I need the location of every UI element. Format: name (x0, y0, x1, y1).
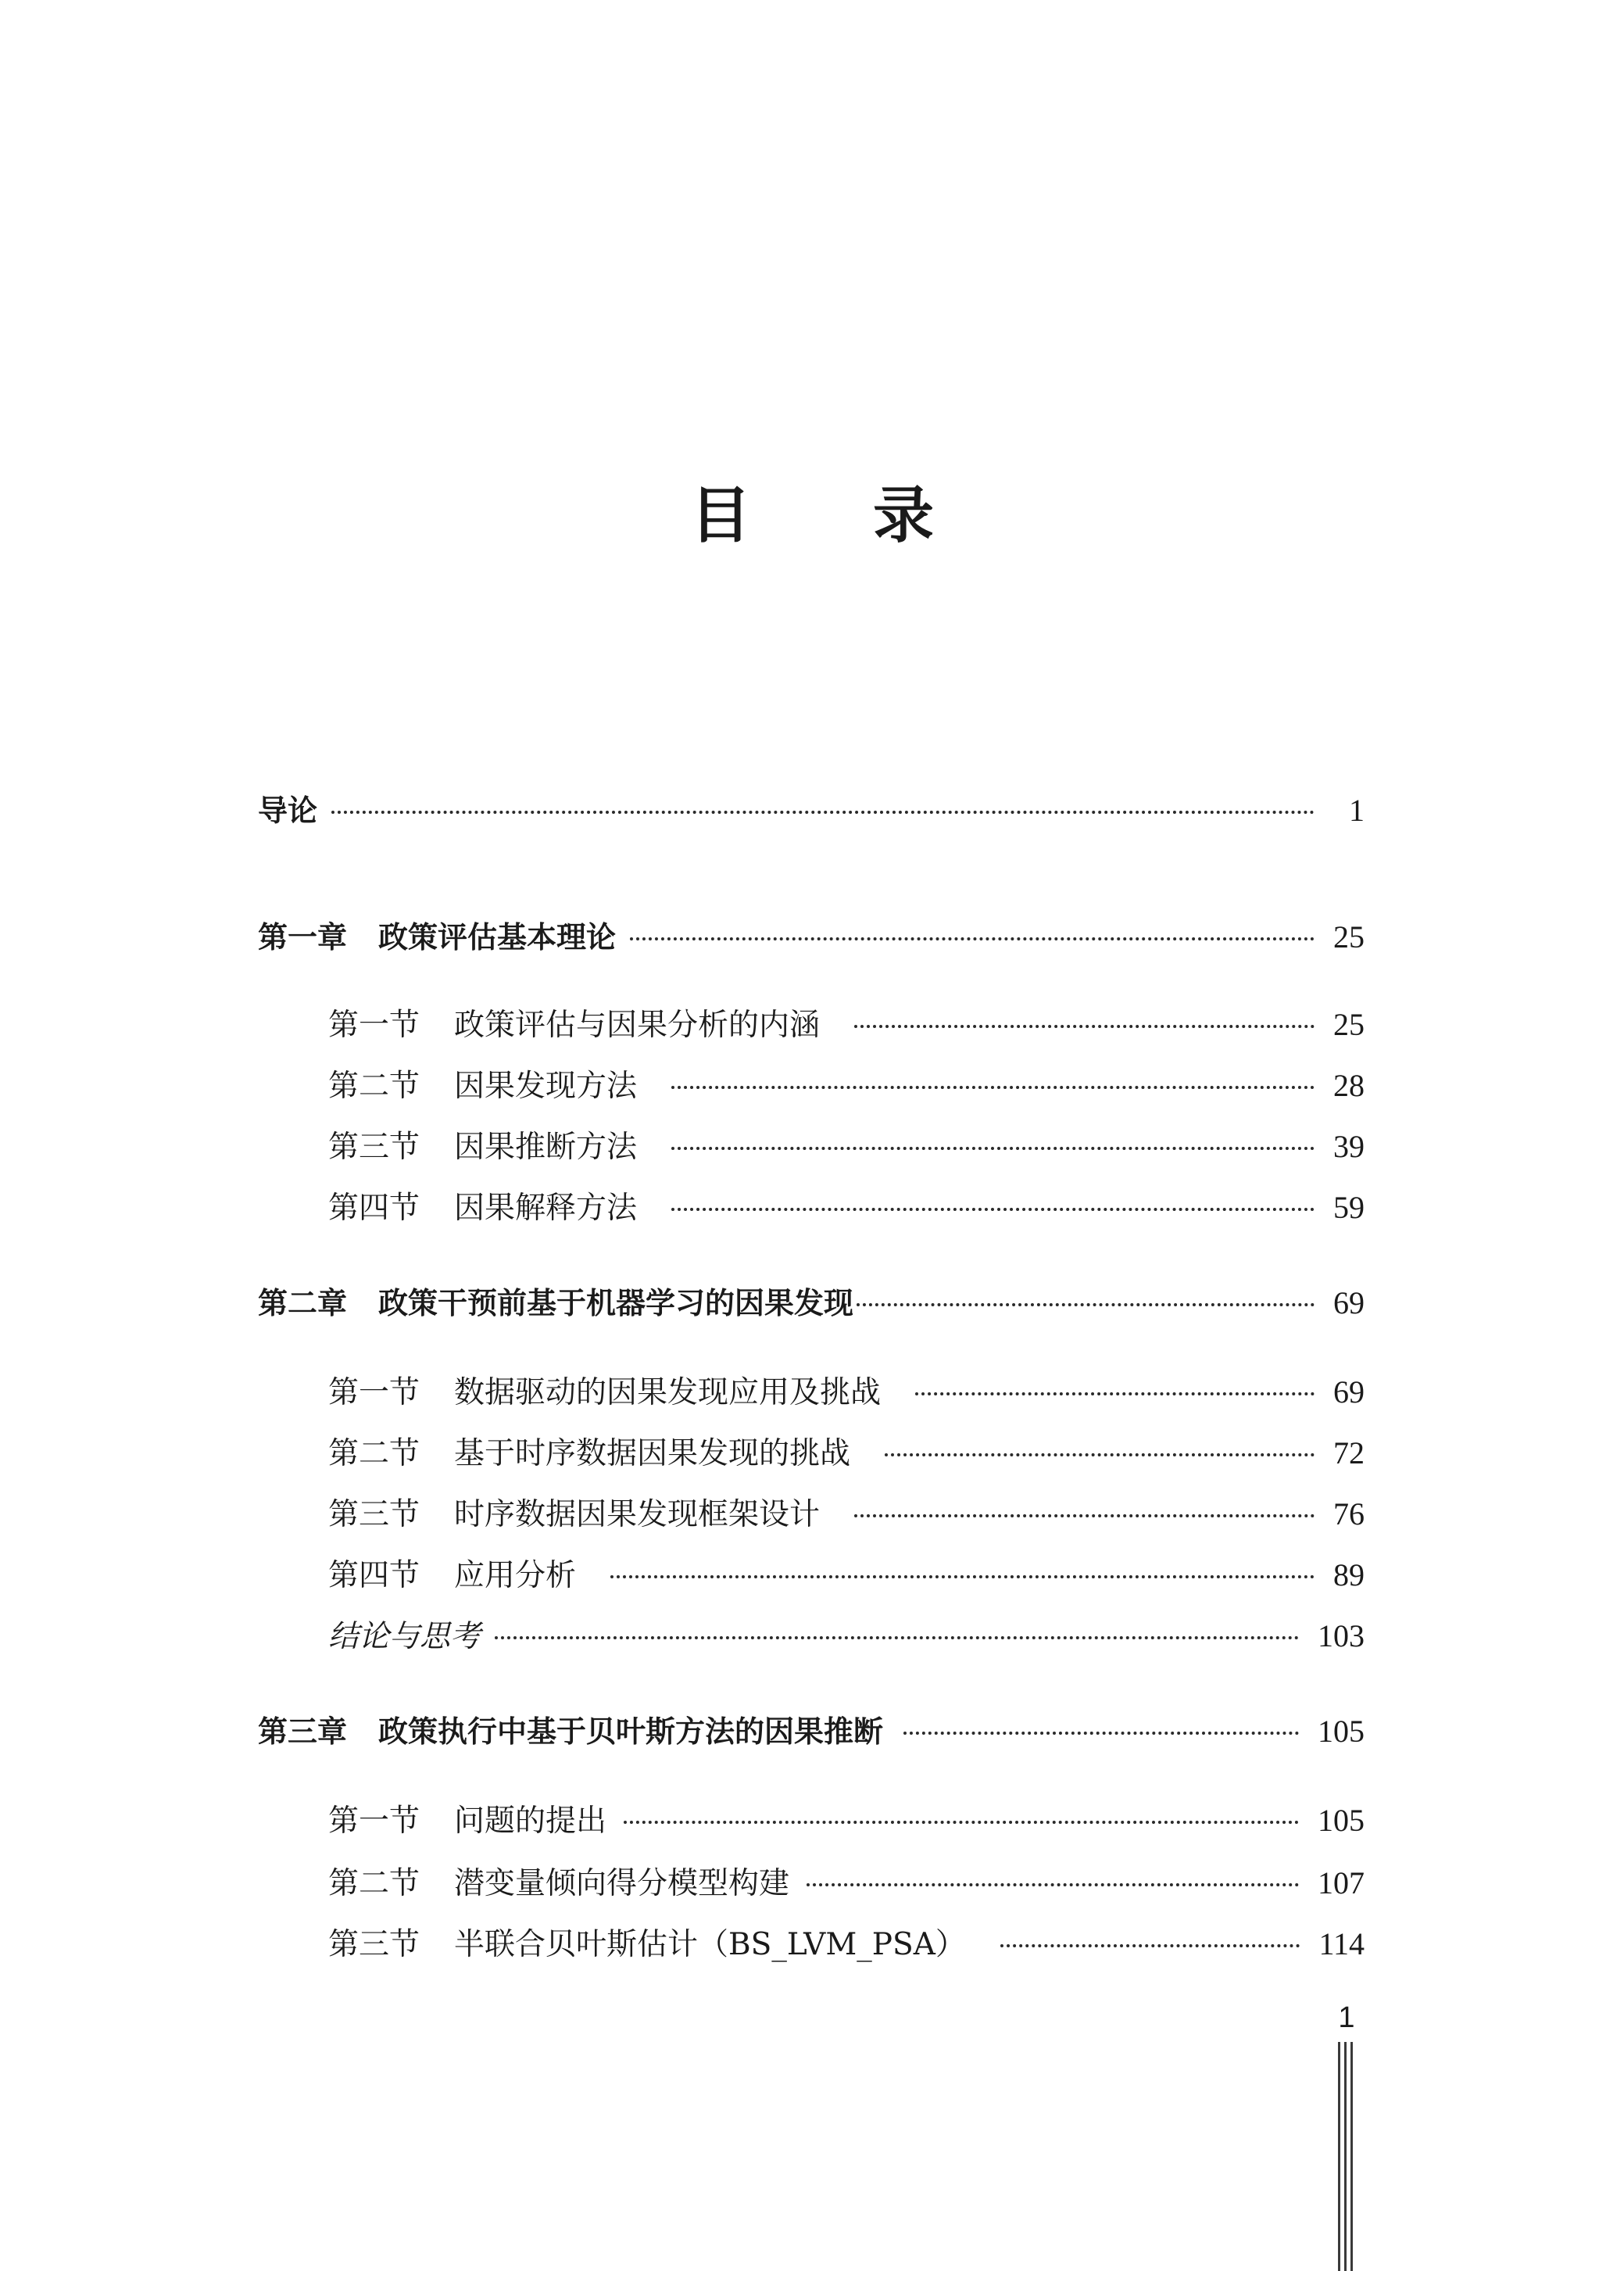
toc-page-number: 69 (1333, 1374, 1365, 1410)
toc-page-number: 89 (1333, 1557, 1365, 1592)
page-number: 1 (1338, 2001, 1355, 2034)
dot-leader (1000, 1943, 1300, 1947)
toc-section-label: 第二节 (328, 1866, 420, 1901)
rule-line (1338, 2042, 1340, 2271)
toc-section-label: 第一节 (328, 1008, 420, 1043)
toc-entry-title: 政策评估基本理论 (378, 920, 617, 955)
toc-entry-chapter-2[interactable] (258, 1279, 1365, 1326)
toc-entry-conclusion[interactable] (328, 1612, 1365, 1659)
toc-section-label: 第一节 (328, 1804, 420, 1839)
toc-page-number: 107 (1318, 1865, 1365, 1900)
dot-leader (854, 1513, 1315, 1517)
dot-leader (671, 1207, 1315, 1211)
toc-page-number: 25 (1333, 919, 1365, 955)
toc-section-label: 第三节 (328, 1497, 420, 1532)
toc-section-label: 第一节 (328, 1375, 420, 1410)
dot-leader (885, 1453, 1315, 1456)
toc-entry-title: 潜变量倾向得分模型构建 (454, 1866, 790, 1901)
toc-chapter-label: 第一章 (258, 920, 348, 955)
toc-entry-title: 时序数据因果发现框架设计 (454, 1497, 821, 1532)
toc-entry-section[interactable] (328, 1796, 1365, 1843)
toc-section-label: 第四节 (328, 1191, 420, 1226)
toc-entry-section[interactable] (328, 1490, 1365, 1537)
toc-entry-title: 政策执行中基于贝叶斯方法的因果推断 (378, 1714, 884, 1749)
rule-line (1350, 2042, 1353, 2271)
toc-page-number: 105 (1318, 1803, 1365, 1838)
toc-entry-section[interactable] (328, 1551, 1365, 1598)
toc-entry-title: 政策干预前基于机器学习的因果发现 (378, 1286, 854, 1320)
toc-page-number: 72 (1333, 1435, 1365, 1470)
toc-entry-section[interactable] (328, 1001, 1365, 1048)
rule-line (1344, 2042, 1347, 2271)
dot-leader (495, 1635, 1299, 1639)
dot-leader (671, 1146, 1315, 1150)
toc-page-number: 69 (1333, 1285, 1365, 1320)
toc-section-label: 第三节 (328, 1130, 420, 1165)
toc-entry-title: 数据驱动的因果发现应用及挑战 (454, 1375, 882, 1410)
toc-entry-title: 基于时序数据因果发现的挑战 (454, 1436, 851, 1471)
toc-entry-section[interactable] (328, 1123, 1365, 1170)
dot-leader (671, 1085, 1315, 1089)
toc-entry-title: 应用分析 (454, 1558, 577, 1593)
toc-page-number: 105 (1318, 1714, 1365, 1749)
dot-leader (331, 810, 1315, 814)
toc-page-number: 103 (1318, 1618, 1365, 1653)
toc-chapter-label: 第二章 (258, 1286, 348, 1320)
toc-entry-chapter-1[interactable] (258, 913, 1365, 960)
toc-page-number: 1 (1349, 793, 1365, 828)
toc-page-number: 25 (1333, 1007, 1365, 1042)
toc-section-label: 第三节 (328, 1927, 420, 1962)
toc-page-number: 39 (1333, 1129, 1365, 1164)
toc-entry-section[interactable] (328, 1920, 1365, 1967)
dot-leader (624, 1820, 1299, 1824)
toc-entry-title: 因果推断方法 (454, 1130, 638, 1165)
page-title: 目 录 (689, 481, 934, 551)
dot-leader (903, 1731, 1299, 1735)
toc-entry-title: 政策评估与因果分析的内涵 (454, 1008, 821, 1043)
toc-page-number: 28 (1333, 1068, 1365, 1103)
toc-entry-title: 问题的提出 (454, 1804, 607, 1839)
toc-entry-section[interactable] (328, 1429, 1365, 1476)
toc-entry-chapter-3[interactable] (258, 1707, 1365, 1754)
toc-chapter-label: 第三章 (258, 1714, 348, 1749)
decorative-side-rules (1338, 2042, 1357, 2271)
toc-entry-title: 半联合贝叶斯估计（BS_LVM_PSA） (454, 1927, 966, 1962)
dot-leader (630, 937, 1315, 940)
toc-page-number: 76 (1333, 1496, 1365, 1531)
dot-leader (857, 1302, 1315, 1306)
toc-entry-section[interactable] (328, 1859, 1365, 1906)
dot-leader (807, 1882, 1299, 1886)
dot-leader (854, 1024, 1315, 1028)
toc-page-number: 59 (1333, 1190, 1365, 1225)
toc-section-label: 第四节 (328, 1558, 420, 1593)
toc-entry-title: 结论与思考 (328, 1619, 481, 1654)
toc-entry-section[interactable] (328, 1184, 1365, 1230)
toc-section-label: 第二节 (328, 1436, 420, 1471)
toc-entry-section[interactable] (328, 1368, 1365, 1415)
toc-entry-title: 因果解释方法 (454, 1191, 638, 1226)
toc-entry-title: 导论 (258, 793, 318, 828)
toc-entry-intro[interactable] (258, 786, 1365, 833)
dot-leader (610, 1574, 1315, 1578)
dot-leader (915, 1392, 1315, 1395)
toc-entry-section[interactable] (328, 1062, 1365, 1109)
toc-entry-title: 因果发现方法 (454, 1069, 638, 1104)
toc-page-number: 114 (1318, 1926, 1365, 1961)
toc-section-label: 第二节 (328, 1069, 420, 1104)
